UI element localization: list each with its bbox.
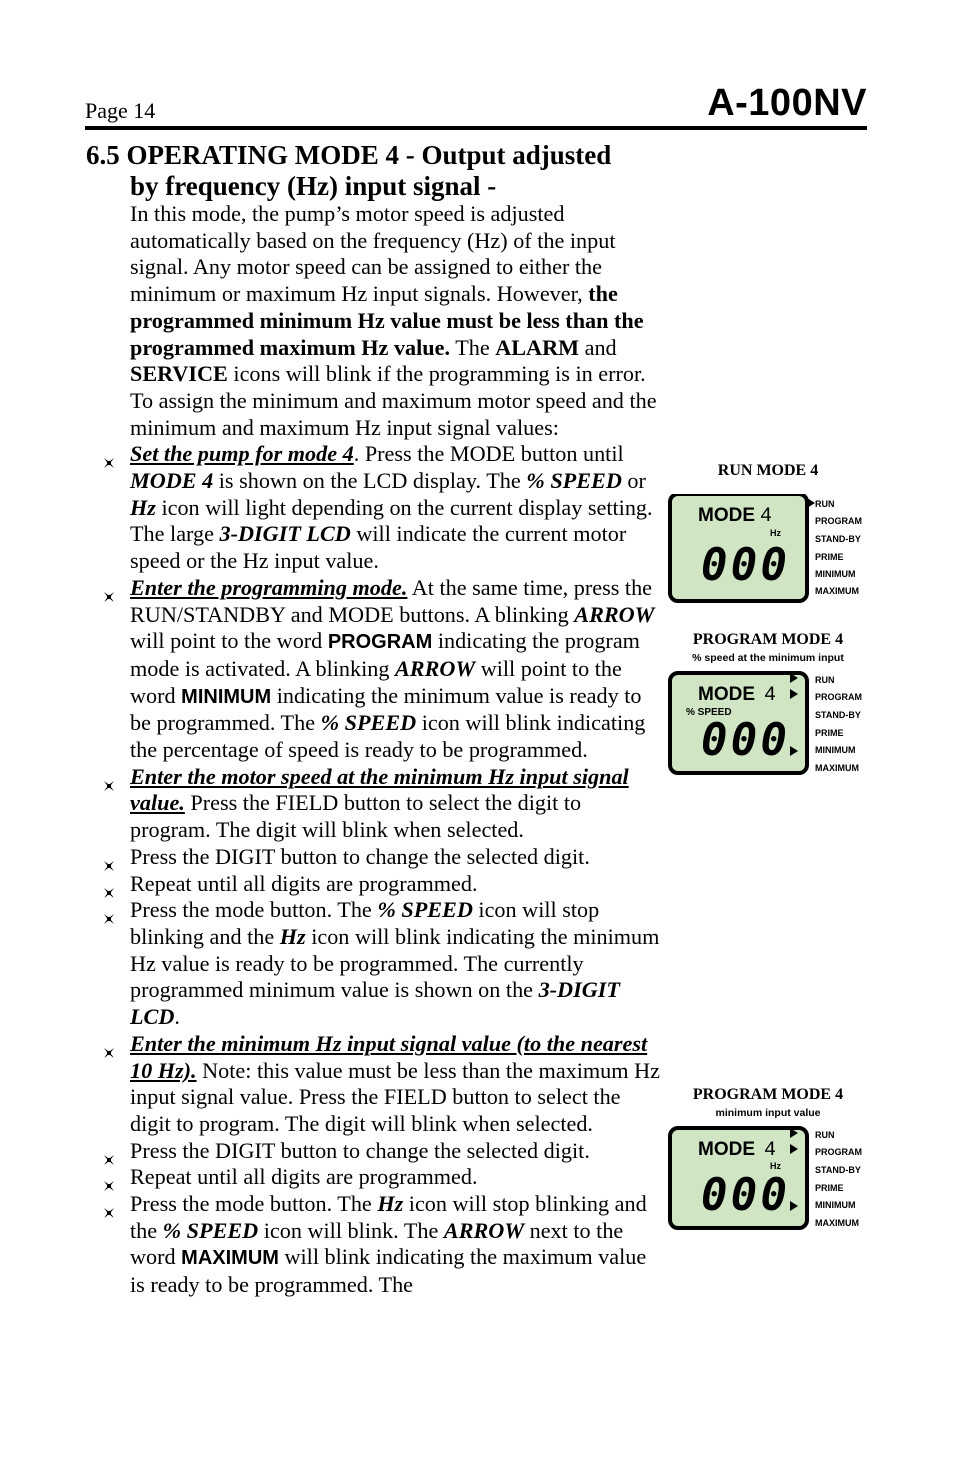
step-text: Press the FIELD button to select the digit to program. The digit will blink when selected. (130, 790, 582, 843)
alarm-word: ALARM (495, 334, 580, 360)
lcd-label-standby: STAND-BY (815, 710, 861, 720)
step-emphasis: ARROW (394, 655, 476, 681)
lcd-display (668, 663, 868, 775)
bullet-icon (103, 1172, 115, 1184)
step-item (130, 441, 665, 575)
step-text: will blink indicating the maximum value is ready to be programmed. The (130, 1244, 647, 1298)
step-text: . Press the MODE button until (353, 441, 624, 467)
step-text: Note: this value must be less than the maximum Hz input signal value. Press the FIELD button to select the digit to program. The digit will blink when selected. (130, 1057, 660, 1136)
step-text: Press the mode button. The (130, 897, 378, 923)
step-emphasis: Hz (377, 1191, 404, 1217)
step-emphasis: % SPEED (526, 468, 622, 494)
step-emphasis: 3-DIGIT LCD (130, 977, 620, 1030)
step-text: At the same time, press the RUN/STANDBY and MODE buttons. A blinking (130, 574, 653, 627)
lcd-label-minimum: MINIMUM (815, 1200, 856, 1210)
bullet-icon (103, 1039, 115, 1051)
lcd-figure-program-mode-4-hz (668, 1086, 868, 1230)
body-text (130, 201, 665, 1299)
step-item (130, 575, 665, 764)
step-emphasis: 3-DIGIT LCD (219, 521, 351, 547)
step-text: icon will blink. The (258, 1217, 444, 1243)
lcd-hz-indicator: Hz (770, 528, 781, 538)
arrow-run-icon (807, 498, 815, 508)
step-text: icon will blink indicating the percentage of speed is ready to be programmed. (130, 710, 646, 763)
step-emphasis: % SPEED (162, 1217, 259, 1243)
step-emphasis: % SPEED (320, 710, 417, 736)
step-item (130, 1164, 665, 1191)
lcd-label-prime: PRIME (815, 728, 844, 738)
lcd-caption: PROGRAM MODE 4 (692, 1086, 844, 1103)
step-heading: Enter the programming mode. (130, 574, 408, 600)
lcd-mode-digit: 4 (764, 1139, 777, 1162)
lcd-caption: PROGRAM MODE 4 (692, 631, 844, 648)
step-text: Press the DIGIT button to change the selected digit. (130, 1137, 590, 1163)
lcd-label-maximum: MAXIMUM (815, 1218, 859, 1228)
lcd-mode-label: MODE (698, 505, 755, 526)
step-text: will point to the word (130, 628, 328, 654)
lcd-hz-indicator: Hz (770, 1161, 781, 1171)
lcd-label-standby: STAND-BY (815, 1165, 861, 1175)
step-text: icon will stop blinking and the (130, 1191, 647, 1243)
step-emphasis: Hz (130, 494, 156, 520)
step-text: indicating the minimum value is ready to be programmed. The (130, 682, 642, 736)
section-title-line2: by frequency (Hz) input signal - (130, 171, 497, 201)
step-heading: Set the pump for mode 4 (130, 441, 354, 467)
intro-text: The (450, 334, 496, 360)
bullet-icon (103, 772, 115, 784)
service-word: SERVICE (130, 361, 228, 387)
lcd-label-run: RUN (815, 1130, 835, 1140)
intro-text: In this mode, the pump’s motor speed is adjusted automatically based on the frequency (Hz) of the input signal. Any motor speed can be assigned to either the minimum or maximum Hz input signals. However, (130, 201, 616, 307)
step-item (130, 871, 665, 898)
step-emphasis: ARROW (574, 601, 655, 627)
lcd-label-standby: STAND-BY (815, 534, 861, 544)
lcd-subcaption: minimum input value (715, 1107, 821, 1119)
page-number: Page 14 (85, 98, 156, 123)
bullet-icon (103, 1146, 115, 1158)
lcd-label-maximum: MAXIMUM (815, 586, 859, 596)
step-text: icon will blink indicating the minimum Hz value is ready to be programmed. The currently programmed minimum value is shown on the (130, 923, 660, 1003)
step-text: Repeat until all digits are programmed. (130, 1164, 478, 1190)
step-text: or (621, 468, 646, 494)
lcd-mode-digit: 4 (760, 505, 773, 528)
lcd-display (668, 1118, 868, 1230)
lcd-label-maximum: MAXIMUM (815, 763, 859, 773)
lcd-label-prime: PRIME (815, 1183, 844, 1193)
step-keyword: PROGRAM (327, 631, 433, 654)
step-list (130, 441, 665, 1299)
step-text: is shown on the LCD display. The (213, 468, 527, 494)
bullet-icon (103, 583, 115, 595)
bullet-icon (103, 879, 115, 891)
step-item (130, 1191, 665, 1299)
step-emphasis: ARROW (443, 1217, 525, 1243)
step-text: Press the DIGIT button to change the selected digit. (130, 843, 590, 869)
lcd-digits: 000 (701, 715, 787, 766)
bullet-icon (103, 449, 115, 461)
bullet-icon (103, 852, 115, 864)
step-text: will indicate the current motor speed or the Hz input value. (130, 521, 627, 574)
lcd-mode-digit: 4 (764, 684, 777, 707)
step-item (130, 1138, 665, 1165)
intro-paragraph (130, 201, 665, 441)
lcd-label-run: RUN (815, 675, 835, 685)
lcd-label-program: PROGRAM (815, 516, 862, 526)
step-keyword: MAXIMUM (181, 1247, 279, 1270)
step-text: will point to the word (130, 655, 622, 708)
bullet-icon (103, 1199, 115, 1211)
step-item (130, 1031, 665, 1138)
lcd-subcaption (668, 482, 868, 494)
header-rule (85, 126, 867, 130)
step-text: indicating the program mode is activated. A blinking (130, 628, 640, 681)
step-text: Repeat until all digits are programmed. (130, 870, 478, 896)
lcd-label-run: RUN (815, 499, 835, 509)
lcd-label-minimum: MINIMUM (815, 569, 856, 579)
step-item (130, 764, 665, 844)
step-item (130, 897, 665, 1031)
lcd-subcaption: % speed at the minimum input (692, 652, 844, 664)
lcd-caption: RUN MODE 4 (717, 462, 819, 479)
lcd-display (668, 494, 868, 604)
lcd-label-prime: PRIME (815, 552, 844, 562)
intro-text: and (579, 334, 617, 360)
step-text: next to the word (130, 1217, 624, 1270)
lcd-digits: 000 (701, 1170, 787, 1221)
step-text: icon will stop blinking and the (130, 897, 600, 949)
model-title: A-100NV (707, 82, 867, 124)
lcd-label-minimum: MINIMUM (815, 745, 856, 755)
lcd-figure-program-mode-4-speed (668, 631, 868, 775)
step-text: . (174, 1004, 180, 1030)
step-text: Press the mode button. The (130, 1191, 378, 1217)
lcd-digits: 000 (701, 540, 787, 591)
lcd-figure-run-mode-4 (668, 462, 868, 604)
step-heading: Enter the motor speed at the minimum Hz input signal value. (130, 763, 629, 816)
intro-emphasis: the programmed minimum Hz value must be less than the programmed maximum Hz value. (130, 281, 644, 360)
step-keyword: MINIMUM (181, 685, 272, 708)
step-heading: Enter the minimum Hz input signal value (to the nearest 10 Hz). (130, 1030, 648, 1083)
lcd-label-program: PROGRAM (815, 692, 862, 702)
section-title-line1: 6.5 OPERATING MODE 4 - Output adjusted (86, 140, 612, 170)
step-emphasis: % SPEED (377, 897, 473, 923)
intro-text: icons will blink if the programming is in error. To assign the minimum and maximum motor speed and the minimum and maximum Hz input signal values: (130, 361, 657, 440)
lcd-speed-indicator: % SPEED (686, 707, 732, 718)
lcd-label-program: PROGRAM (815, 1147, 862, 1157)
lcd-mode-label: MODE (698, 1139, 755, 1160)
step-emphasis: Hz (279, 923, 306, 949)
step-text: icon will light depending on the current display setting. The large (130, 494, 653, 547)
step-item (130, 844, 665, 871)
lcd-mode-label: MODE (698, 684, 755, 705)
section-title (86, 140, 686, 202)
step-emphasis: MODE 4 (130, 468, 214, 494)
bullet-icon (103, 905, 115, 917)
